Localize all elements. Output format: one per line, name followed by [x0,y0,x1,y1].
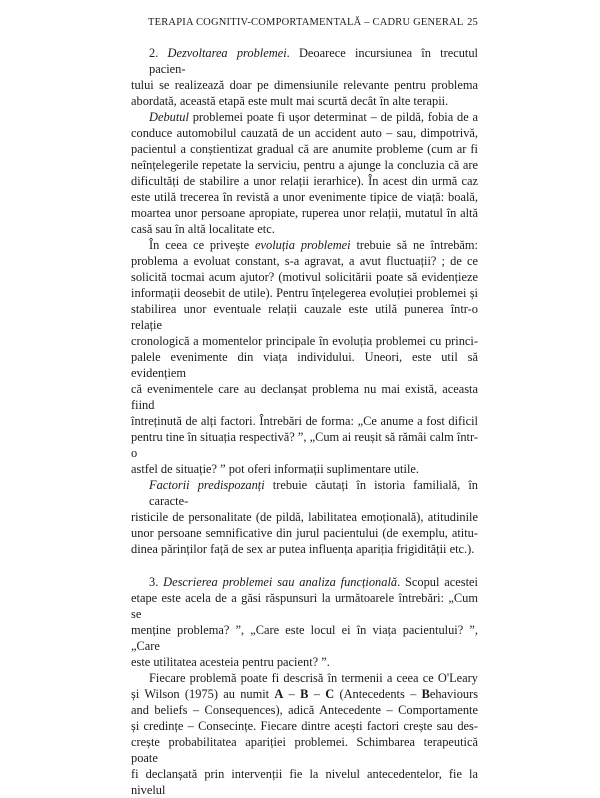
text-line: este utilitatea acesteia pentru pacient? ”. [131,655,330,669]
text-line: Debutul problemei poate fi ușor determinat – de pildă, fobia de a [149,110,478,124]
text-line: astfel de situație? ” pot oferi informații suplimentare utile. [131,462,419,476]
text-line: este utilă trecerea în revistă a unor evenimente tipice de viață: boală, [131,190,478,204]
text-line: palele evenimente din viața individului. Uneori, este util să evidențiem [131,350,478,380]
paragraph [131,45,478,109]
body-text [131,45,478,798]
text-line: etape este acela de a găsi răspunsuri la următoarele întrebări: „Cum se [131,591,478,621]
header-title: TERAPIA COGNITIV-COMPORTAMENTALĂ – CADRU GENERAL [148,17,464,28]
text-line: 3. Descrierea problemei sau analiza funcțională. Scopul acestei [149,575,479,589]
text-line: întreținută de alți factori. Întrebări de forma: „Ce anume a fost dificil [131,414,478,428]
page-number: 25 [467,17,478,28]
running-header [148,17,478,28]
text-line: solicită tocmai acum ajutor? (motivul solicitării poate să evidențieze [131,270,478,284]
text-line: conduce automobilul cauzată de un accident auto – sau, dimpotrivă, [131,126,478,140]
text-line: 2. Dezvoltarea problemei. Deoarece incursiunea în trecutul pacien- [149,46,479,76]
text-line: crește probabilitatea apariției problemei. Schimbarea terapeutică poate [131,735,478,765]
text-line: unor persoane semnificative din jurul pacientului (de exemplu, atitu- [131,526,478,540]
text-line: Factorii predispozanți trebuie căutați în istoria familială, în caracte- [149,478,478,508]
paragraph [131,109,478,237]
paragraph [131,574,478,670]
text-line: Fiecare problemă poate fi descrisă în termenii a ceea ce O'Leary [149,671,478,685]
text-line: și credințe – Consecințe. Fiecare dintre acești factori crește sau des- [131,719,478,733]
text-line: pacientul a conștientizat gradual că are anumite probleme (cum ar fi [131,142,478,156]
text-line: fi declanșată prin intervenții fie la nivelul antecedentelor, fie la nivelul [131,767,478,797]
text-line: moartea unor persoane apropiate, ruperea unor relații, mutatul în altă [131,206,478,220]
text-line: dificultăți de stabilire a unor relații ierarhice). În acest din urmă caz [131,174,478,188]
text-line: că evenimentele care au declanșat problema nu mai există, aceasta fiind [131,382,478,412]
text-line: dinea părinților față de sex ar putea influența apariția frigidității etc.). [131,542,475,556]
paragraph [131,237,478,477]
text-line: problema a evoluat constant, s-a agravat, a avut fluctuații? ; de ce [131,254,478,268]
text-line: casă sau în altă localitate etc. [131,222,275,236]
paragraph [131,477,478,557]
text-line: cronologică a momentelor principale în evoluția problemei cu princi- [131,334,478,348]
text-line: informații deosebit de utile). Pentru înțelegerea evoluției problemei și [131,286,478,300]
text-line: tului se realizează doar pe dimensiunile relevante pentru problema [131,78,478,92]
text-line: risticile de personalitate (de pildă, labilitatea emoțională), atitudinile [131,510,478,524]
paragraph [131,670,478,798]
text-line: În ceea ce privește evoluția problemei trebuie să ne întrebăm: [149,238,478,252]
text-line: și Wilson (1975) au numit A – B – C (Antecedents – Behaviours [131,687,479,701]
text-line: abordată, această etapă este mult mai scurtă decât în alte terapii. [131,94,449,108]
text-line: pentru tine în situația respectivă? ”, „Cum ai reușit să rămâi calm într-o [131,430,478,460]
text-line: stabilirea unor eventuale relații cauzale este utilă punerea într-o relație [131,302,478,332]
text-line: neînțelegerile repetate la serviciu, pentru a ajunge la concluzia că are [131,158,478,172]
text-line: and beliefs – Consequences), adică Antecedente – Comportamente [131,703,478,717]
text-line: menține problema? ”, „Care este locul ei în viața pacientului? ”, „Care [131,623,478,653]
